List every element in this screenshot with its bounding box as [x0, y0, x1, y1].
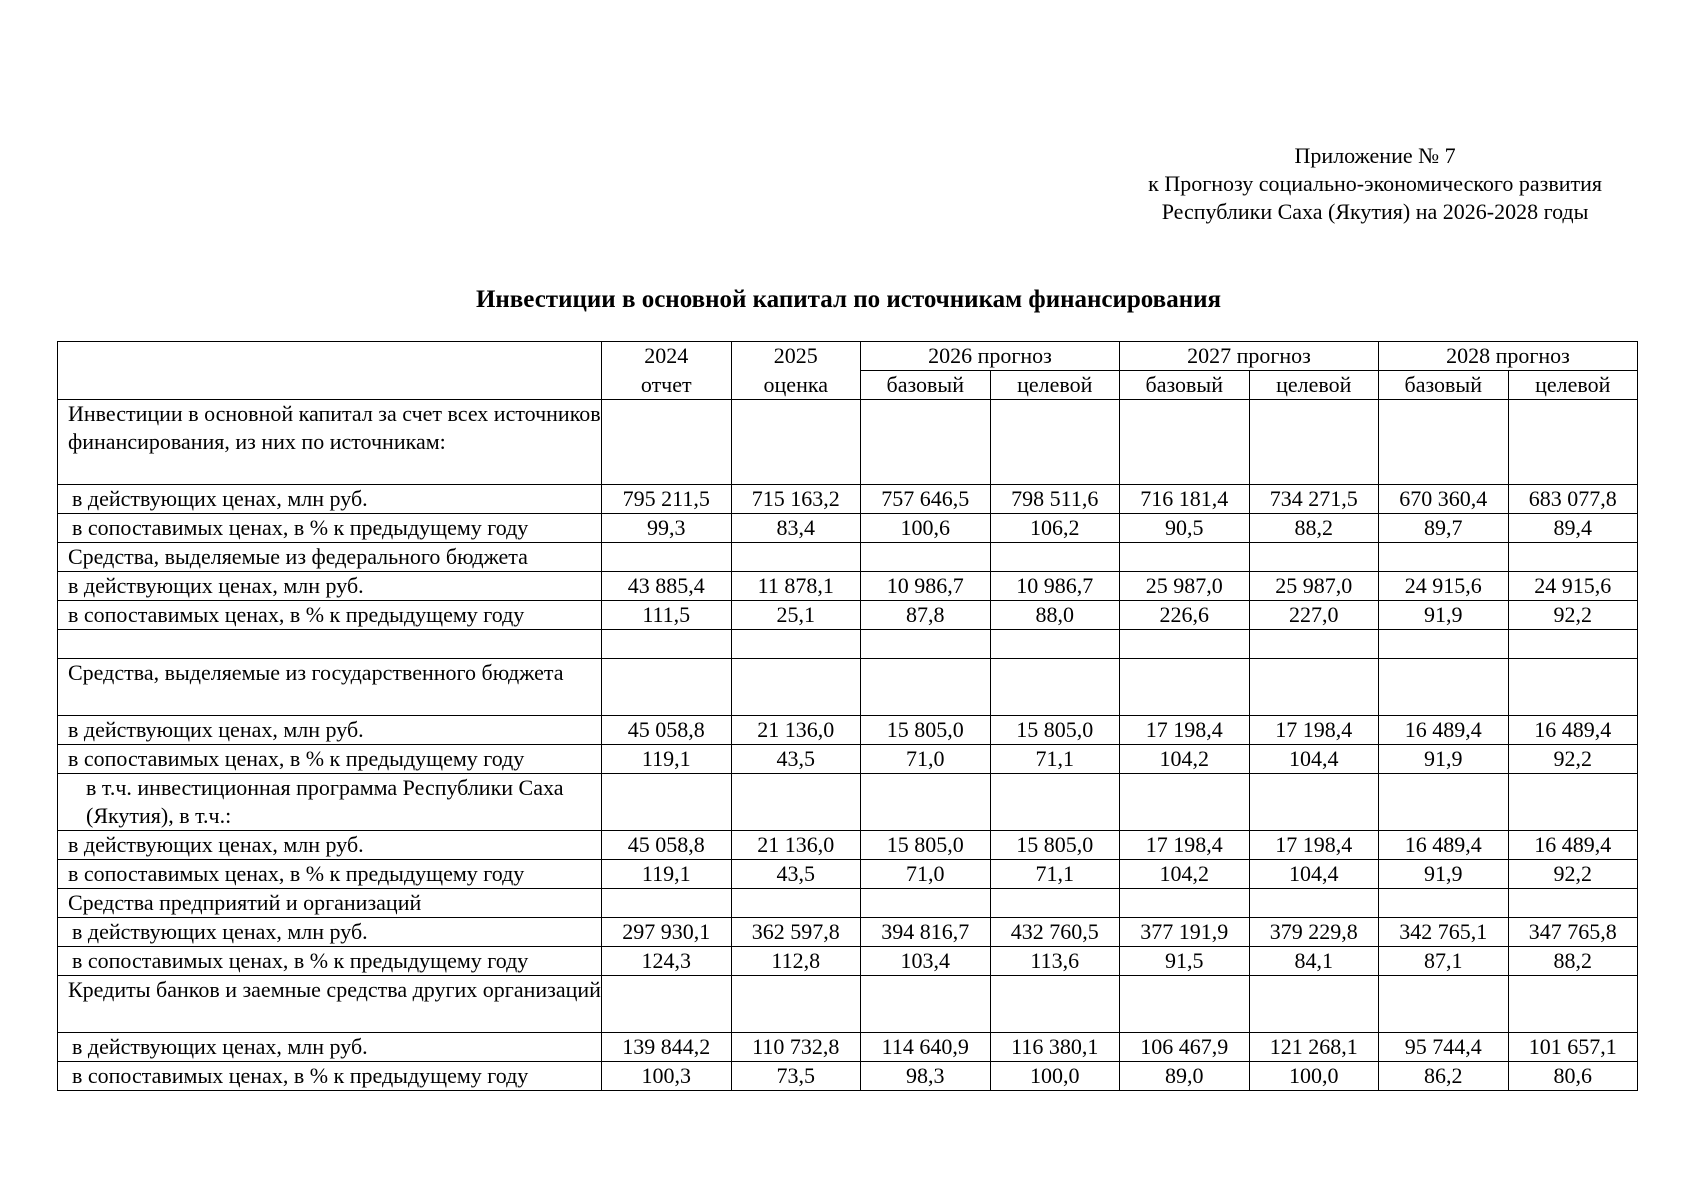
value-cell: 25 987,0 — [1249, 572, 1379, 601]
value-cell: 110 732,8 — [731, 1033, 861, 1062]
value-cell — [602, 630, 732, 659]
value-cell: 99,3 — [602, 514, 732, 543]
value-cell — [602, 400, 732, 485]
value-cell: 16 489,4 — [1379, 831, 1509, 860]
table-row — [58, 947, 1638, 976]
value-cell — [731, 976, 861, 1033]
row-label: Средства предприятий и организаций — [58, 889, 602, 918]
value-cell — [731, 889, 861, 918]
header-2028-base: базовый — [1379, 371, 1509, 400]
row-label: в сопоставимых ценах, в % к предыдущему году — [58, 601, 602, 630]
value-cell — [990, 543, 1120, 572]
value-cell: 112,8 — [731, 947, 861, 976]
annex-note — [1148, 142, 1602, 226]
value-cell: 394 816,7 — [861, 918, 991, 947]
header-2026-forecast: 2026 прогноз — [861, 342, 1120, 371]
value-cell: 103,4 — [861, 947, 991, 976]
value-cell: 98,3 — [861, 1062, 991, 1091]
table-row — [58, 659, 1638, 716]
header-2027-forecast: 2027 прогноз — [1120, 342, 1379, 371]
value-cell: 92,2 — [1508, 745, 1638, 774]
table-row — [58, 831, 1638, 860]
row-label: в действующих ценах, млн руб. — [58, 716, 602, 745]
value-cell — [1508, 630, 1638, 659]
value-cell: 91,9 — [1379, 601, 1509, 630]
value-cell: 17 198,4 — [1120, 716, 1250, 745]
value-cell — [731, 659, 861, 716]
header-2025: 2025 — [731, 342, 861, 371]
row-label: в сопоставимых ценах, в % к предыдущему году — [58, 514, 602, 543]
value-cell: 795 211,5 — [602, 485, 732, 514]
value-cell — [731, 774, 861, 831]
value-cell: 226,6 — [1120, 601, 1250, 630]
row-label: в действующих ценах, млн руб. — [58, 485, 602, 514]
row-label: Инвестиции в основной капитал за счет всех источников финансирования, из них по источникам: — [58, 400, 602, 485]
row-label: в действующих ценах, млн руб. — [58, 918, 602, 947]
row-label: Кредиты банков и заемные средства других организаций — [58, 976, 602, 1033]
value-cell: 21 136,0 — [731, 716, 861, 745]
value-cell — [1508, 889, 1638, 918]
value-cell — [990, 889, 1120, 918]
value-cell — [1379, 976, 1509, 1033]
header-2028-forecast: 2028 прогноз — [1379, 342, 1638, 371]
value-cell: 45 058,8 — [602, 831, 732, 860]
header-2026-base: базовый — [861, 371, 991, 400]
value-cell: 91,5 — [1120, 947, 1250, 976]
value-cell — [861, 543, 991, 572]
value-cell: 21 136,0 — [731, 831, 861, 860]
annex-line-1: Приложение № 7 — [1294, 143, 1456, 168]
value-cell: 25 987,0 — [1120, 572, 1250, 601]
annex-line-2: к Прогнозу социально-экономического развития — [1148, 171, 1602, 196]
value-cell — [1120, 400, 1250, 485]
value-cell: 80,6 — [1508, 1062, 1638, 1091]
table-row — [58, 889, 1638, 918]
header-2026-target: целевой — [990, 371, 1120, 400]
value-cell — [1508, 976, 1638, 1033]
value-cell — [1379, 774, 1509, 831]
value-cell: 86,2 — [1379, 1062, 1509, 1091]
value-cell: 16 489,4 — [1508, 716, 1638, 745]
value-cell: 119,1 — [602, 745, 732, 774]
value-cell: 17 198,4 — [1249, 716, 1379, 745]
value-cell — [1120, 630, 1250, 659]
value-cell — [861, 659, 991, 716]
table-row — [58, 543, 1638, 572]
table-row — [58, 1062, 1638, 1091]
header-2025-estimate: оценка — [731, 371, 861, 400]
value-cell: 11 878,1 — [731, 572, 861, 601]
value-cell: 15 805,0 — [861, 716, 991, 745]
value-cell — [990, 774, 1120, 831]
value-cell: 104,2 — [1120, 745, 1250, 774]
value-cell: 100,0 — [990, 1062, 1120, 1091]
value-cell — [1379, 543, 1509, 572]
investment-table — [57, 341, 1638, 1091]
value-cell: 24 915,6 — [1508, 572, 1638, 601]
table-row — [58, 745, 1638, 774]
table-row — [58, 918, 1638, 947]
value-cell: 88,2 — [1508, 947, 1638, 976]
table-row — [58, 630, 1638, 659]
value-cell: 92,2 — [1508, 601, 1638, 630]
value-cell: 92,2 — [1508, 860, 1638, 889]
table-row — [58, 774, 1638, 831]
value-cell — [1379, 630, 1509, 659]
header-2024: 2024 — [602, 342, 732, 371]
value-cell — [1379, 659, 1509, 716]
value-cell: 139 844,2 — [602, 1033, 732, 1062]
value-cell: 88,2 — [1249, 514, 1379, 543]
value-cell: 297 930,1 — [602, 918, 732, 947]
value-cell: 15 805,0 — [861, 831, 991, 860]
value-cell: 89,7 — [1379, 514, 1509, 543]
value-cell: 100,6 — [861, 514, 991, 543]
value-cell: 17 198,4 — [1249, 831, 1379, 860]
row-label: в сопоставимых ценах, в % к предыдущему году — [58, 947, 602, 976]
value-cell: 83,4 — [731, 514, 861, 543]
value-cell — [602, 543, 732, 572]
value-cell: 43,5 — [731, 860, 861, 889]
value-cell: 111,5 — [602, 601, 732, 630]
value-cell — [990, 630, 1120, 659]
value-cell — [861, 774, 991, 831]
header-blank-cell — [58, 342, 602, 400]
value-cell: 106 467,9 — [1120, 1033, 1250, 1062]
value-cell: 119,1 — [602, 860, 732, 889]
value-cell: 734 271,5 — [1249, 485, 1379, 514]
table-row — [58, 860, 1638, 889]
value-cell — [1249, 400, 1379, 485]
value-cell: 104,2 — [1120, 860, 1250, 889]
row-label: в действующих ценах, млн руб. — [58, 572, 602, 601]
value-cell: 100,0 — [1249, 1062, 1379, 1091]
document-title: Инвестиции в основной капитал по источникам финансирования — [475, 286, 1222, 313]
header-2027-target: целевой — [1249, 371, 1379, 400]
value-cell: 10 986,7 — [990, 572, 1120, 601]
value-cell — [1249, 630, 1379, 659]
value-cell: 73,5 — [731, 1062, 861, 1091]
value-cell: 432 760,5 — [990, 918, 1120, 947]
value-cell — [602, 889, 732, 918]
value-cell: 683 077,8 — [1508, 485, 1638, 514]
value-cell — [861, 630, 991, 659]
value-cell: 71,0 — [861, 860, 991, 889]
row-label: в действующих ценах, млн руб. — [58, 1033, 602, 1062]
value-cell: 90,5 — [1120, 514, 1250, 543]
value-cell — [602, 659, 732, 716]
value-cell: 87,8 — [861, 601, 991, 630]
table-row — [58, 716, 1638, 745]
value-cell — [1249, 659, 1379, 716]
value-cell: 71,1 — [990, 860, 1120, 889]
value-cell — [731, 543, 861, 572]
value-cell: 16 489,4 — [1508, 831, 1638, 860]
value-cell — [731, 630, 861, 659]
value-cell: 91,9 — [1379, 860, 1509, 889]
table-row — [58, 400, 1638, 485]
value-cell — [1120, 774, 1250, 831]
value-cell — [1249, 543, 1379, 572]
value-cell: 342 765,1 — [1379, 918, 1509, 947]
value-cell — [990, 976, 1120, 1033]
value-cell: 757 646,5 — [861, 485, 991, 514]
value-cell — [990, 659, 1120, 716]
value-cell: 670 360,4 — [1379, 485, 1509, 514]
row-label: в т.ч. инвестиционная программа Республики Саха (Якутия), в т.ч.: — [58, 774, 602, 831]
row-label: Средства, выделяемые из государственного бюджета — [58, 659, 602, 716]
value-cell: 43,5 — [731, 745, 861, 774]
value-cell: 121 268,1 — [1249, 1033, 1379, 1062]
row-label: в сопоставимых ценах, в % к предыдущему году — [58, 860, 602, 889]
value-cell: 116 380,1 — [990, 1033, 1120, 1062]
value-cell: 227,0 — [1249, 601, 1379, 630]
header-row-years — [58, 342, 1638, 371]
value-cell: 43 885,4 — [602, 572, 732, 601]
value-cell: 84,1 — [1249, 947, 1379, 976]
value-cell: 377 191,9 — [1120, 918, 1250, 947]
value-cell: 89,0 — [1120, 1062, 1250, 1091]
value-cell — [1249, 774, 1379, 831]
value-cell: 25,1 — [731, 601, 861, 630]
value-cell — [1508, 543, 1638, 572]
value-cell — [1120, 543, 1250, 572]
value-cell: 71,1 — [990, 745, 1120, 774]
value-cell: 798 511,6 — [990, 485, 1120, 514]
value-cell: 10 986,7 — [861, 572, 991, 601]
value-cell: 113,6 — [990, 947, 1120, 976]
row-label: в сопоставимых ценах, в % к предыдущему году — [58, 745, 602, 774]
header-2028-target: целевой — [1508, 371, 1638, 400]
value-cell — [1379, 400, 1509, 485]
header-2024-report: отчет — [602, 371, 732, 400]
value-cell: 104,4 — [1249, 860, 1379, 889]
value-cell — [990, 400, 1120, 485]
value-cell — [1508, 659, 1638, 716]
value-cell: 114 640,9 — [861, 1033, 991, 1062]
row-label: Средства, выделяемые из федерального бюджета — [58, 543, 602, 572]
row-label: в сопоставимых ценах, в % к предыдущему году — [58, 1062, 602, 1091]
header-2027-base: базовый — [1120, 371, 1250, 400]
value-cell — [1120, 889, 1250, 918]
value-cell: 95 744,4 — [1379, 1033, 1509, 1062]
value-cell: 45 058,8 — [602, 716, 732, 745]
value-cell: 124,3 — [602, 947, 732, 976]
value-cell: 87,1 — [1379, 947, 1509, 976]
value-cell: 24 915,6 — [1379, 572, 1509, 601]
value-cell: 89,4 — [1508, 514, 1638, 543]
value-cell: 362 597,8 — [731, 918, 861, 947]
value-cell — [602, 774, 732, 831]
value-cell: 106,2 — [990, 514, 1120, 543]
value-cell — [861, 400, 991, 485]
value-cell: 104,4 — [1249, 745, 1379, 774]
value-cell: 715 163,2 — [731, 485, 861, 514]
annex-line-3: Республики Саха (Якутия) на 2026-2028 годы — [1161, 199, 1589, 224]
value-cell — [1120, 976, 1250, 1033]
value-cell: 101 657,1 — [1508, 1033, 1638, 1062]
value-cell: 347 765,8 — [1508, 918, 1638, 947]
table-row — [58, 485, 1638, 514]
value-cell: 15 805,0 — [990, 831, 1120, 860]
value-cell — [602, 976, 732, 1033]
value-cell: 88,0 — [990, 601, 1120, 630]
value-cell: 15 805,0 — [990, 716, 1120, 745]
table-row — [58, 1033, 1638, 1062]
value-cell — [1249, 976, 1379, 1033]
table-row — [58, 601, 1638, 630]
value-cell: 716 181,4 — [1120, 485, 1250, 514]
value-cell: 379 229,8 — [1249, 918, 1379, 947]
table-row — [58, 572, 1638, 601]
table-body — [58, 400, 1638, 1091]
table-row — [58, 976, 1638, 1033]
value-cell — [1508, 774, 1638, 831]
value-cell — [1249, 889, 1379, 918]
row-label — [58, 630, 602, 659]
value-cell — [861, 889, 991, 918]
value-cell — [1120, 659, 1250, 716]
value-cell: 17 198,4 — [1120, 831, 1250, 860]
value-cell: 91,9 — [1379, 745, 1509, 774]
row-label: в действующих ценах, млн руб. — [58, 831, 602, 860]
value-cell — [1379, 889, 1509, 918]
value-cell — [1508, 400, 1638, 485]
value-cell — [861, 976, 991, 1033]
value-cell: 71,0 — [861, 745, 991, 774]
table-row — [58, 514, 1638, 543]
value-cell — [731, 400, 861, 485]
value-cell: 16 489,4 — [1379, 716, 1509, 745]
value-cell: 100,3 — [602, 1062, 732, 1091]
